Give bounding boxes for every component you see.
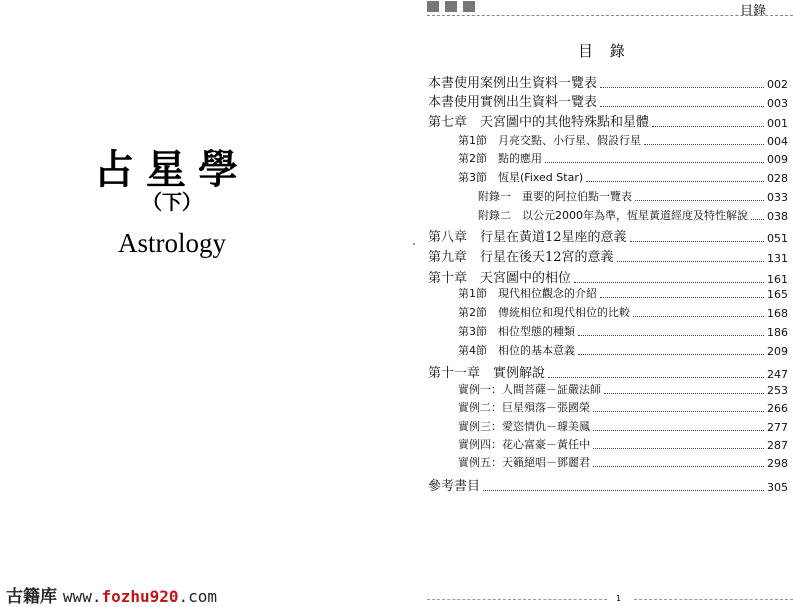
dot-leader bbox=[593, 466, 764, 467]
dot-leader bbox=[604, 393, 764, 394]
toc-entry[interactable] bbox=[458, 304, 788, 320]
dot-leader bbox=[617, 261, 764, 262]
toc-entry-label: 第八章 行星在黃道12星座的意義 bbox=[428, 230, 627, 245]
toc-entry[interactable] bbox=[458, 454, 788, 470]
toc-entry-page: 002 bbox=[767, 78, 788, 91]
dot-leader bbox=[600, 87, 764, 88]
toc-entry[interactable] bbox=[428, 111, 788, 130]
toc-entry-page: 186 bbox=[767, 326, 788, 339]
toc-entry-label: 第十一章 實例解說 bbox=[428, 366, 546, 381]
toc-entry[interactable] bbox=[458, 418, 788, 434]
toc-entry-page: 161 bbox=[767, 273, 788, 286]
toc-entry-page: 253 bbox=[767, 384, 788, 397]
footer-rule-left bbox=[427, 599, 607, 600]
toc-entry-label: 本書使用實例出生資料一覽表 bbox=[428, 95, 598, 110]
toc-entry-page: 028 bbox=[767, 172, 788, 185]
toc-entry-label: 第1節 月亮交點、小行星、假設行星 bbox=[458, 134, 641, 147]
toc-entry-page: 209 bbox=[767, 345, 788, 358]
toc-entry-page: 266 bbox=[767, 402, 788, 415]
dot-leader bbox=[578, 335, 764, 336]
toc-entry-label: 第七章 天宮圖中的其他特殊點和星體 bbox=[428, 115, 650, 130]
dot-leader bbox=[600, 106, 764, 107]
toc-entry-page: 009 bbox=[767, 153, 788, 166]
toc-entry-page: 051 bbox=[767, 232, 788, 245]
dot-leader bbox=[548, 377, 764, 378]
watermark-url-brand: fozhu920 bbox=[101, 587, 179, 606]
dot-leader bbox=[644, 144, 764, 145]
toc-entry-page: 003 bbox=[767, 97, 788, 110]
scan-speck bbox=[413, 243, 415, 245]
toc-entry[interactable] bbox=[458, 169, 788, 185]
header-block bbox=[427, 1, 439, 12]
toc-entry-label: 本書使用案例出生資料一覽表 bbox=[428, 76, 598, 91]
toc-heading: 目 錄 bbox=[578, 42, 631, 60]
toc-entry-label: 第2節 點的應用 bbox=[458, 152, 542, 165]
dot-leader bbox=[635, 200, 764, 201]
toc-entry-label: 第3節 相位型態的種類 bbox=[458, 325, 575, 338]
toc-entry-page: 165 bbox=[767, 288, 788, 301]
toc-entry-page: 131 bbox=[767, 252, 788, 265]
toc-entry[interactable] bbox=[428, 475, 788, 494]
dot-leader bbox=[600, 297, 764, 298]
toc-entry[interactable] bbox=[458, 323, 788, 339]
dot-leader bbox=[593, 411, 764, 412]
toc-entry-label: 附錄一 重要的阿拉伯點一覽表 bbox=[478, 190, 632, 203]
toc-entry-label: 實例四：花心富豪－黃任中 bbox=[458, 438, 590, 451]
toc-entry-label: 第2節 傳統相位和現代相位的比較 bbox=[458, 306, 630, 319]
watermark-site-name: 古籍库 bbox=[6, 587, 57, 607]
toc-entry-page: 298 bbox=[767, 457, 788, 470]
dot-leader bbox=[593, 448, 764, 449]
toc-entry-label: 第3節 恆星(Fixed Star) bbox=[458, 171, 584, 184]
toc-entry[interactable] bbox=[458, 436, 788, 452]
toc-entry-label: 實例二：巨星殞落－張國榮 bbox=[458, 401, 590, 414]
toc-entry[interactable] bbox=[458, 132, 788, 148]
dot-leader bbox=[586, 181, 764, 182]
toc-entry-label: 實例一：人間菩薩－証嚴法師 bbox=[458, 383, 601, 396]
running-header: 目錄 bbox=[740, 4, 767, 19]
toc-entry-label: 第4節 相位的基本意義 bbox=[458, 344, 575, 357]
toc-entry-page: 004 bbox=[767, 135, 788, 148]
book-title: 占星學 bbox=[94, 146, 250, 193]
header-decoration bbox=[427, 1, 475, 12]
page-number: 1 bbox=[616, 594, 622, 603]
toc-entry-label: 第1節 現代相位觀念的介紹 bbox=[458, 287, 597, 300]
watermark-url-suffix: .com bbox=[178, 587, 218, 606]
toc-entry[interactable] bbox=[458, 285, 788, 301]
toc-entry-page: 247 bbox=[767, 368, 788, 381]
header-block bbox=[463, 1, 475, 12]
toc-entry-label: 實例五：天籟絕唱－鄧麗君 bbox=[458, 456, 590, 469]
footer-rule-right bbox=[634, 599, 793, 600]
dot-leader bbox=[578, 354, 764, 355]
toc-entry-page: 033 bbox=[767, 191, 788, 204]
toc-entry[interactable] bbox=[428, 226, 788, 245]
toc-entry[interactable] bbox=[458, 150, 788, 166]
toc-entry-label: 第九章 行星在後天12宮的意義 bbox=[428, 250, 614, 265]
toc-entry-label: 附錄二 以公元2000年為準，恆星黃道經度及特性解說 bbox=[478, 209, 748, 222]
toc-entry[interactable] bbox=[428, 362, 788, 381]
site-watermark bbox=[6, 582, 217, 607]
dot-leader bbox=[483, 490, 764, 491]
english-title: Astrology bbox=[118, 228, 226, 258]
header-rule bbox=[427, 15, 793, 16]
dot-leader bbox=[652, 126, 764, 127]
dot-leader bbox=[630, 241, 764, 242]
header-block bbox=[445, 1, 457, 12]
dot-leader bbox=[633, 316, 764, 317]
dot-leader bbox=[545, 162, 764, 163]
toc-entry[interactable] bbox=[428, 72, 788, 91]
dot-leader bbox=[593, 430, 764, 431]
toc-entry-page: 001 bbox=[767, 117, 788, 130]
toc-entry-label: 參考書目 bbox=[428, 479, 481, 494]
toc-entry-page: 038 bbox=[767, 210, 788, 223]
dot-leader bbox=[751, 219, 764, 220]
watermark-url bbox=[63, 587, 217, 606]
toc-entry[interactable] bbox=[428, 246, 788, 265]
toc-entry[interactable] bbox=[478, 188, 788, 204]
toc-entry[interactable] bbox=[478, 207, 788, 223]
toc-entry-page: 277 bbox=[767, 421, 788, 434]
dot-leader bbox=[574, 282, 764, 283]
toc-entry[interactable] bbox=[458, 399, 788, 415]
toc-entry-page: 305 bbox=[767, 481, 788, 494]
watermark-url-prefix: www. bbox=[62, 587, 102, 606]
toc-entry-page: 287 bbox=[767, 439, 788, 452]
toc-entry[interactable] bbox=[428, 91, 788, 110]
volume-label: （下） bbox=[142, 190, 202, 214]
toc-entry[interactable] bbox=[428, 267, 788, 286]
toc-entry[interactable] bbox=[458, 342, 788, 358]
toc-entry-label: 第十章 天宮圖中的相位 bbox=[428, 271, 572, 286]
toc-entry[interactable] bbox=[458, 381, 788, 397]
toc-entry-page: 168 bbox=[767, 307, 788, 320]
toc-entry-label: 實例三：愛恣情仇－璩美鳳 bbox=[458, 420, 590, 433]
